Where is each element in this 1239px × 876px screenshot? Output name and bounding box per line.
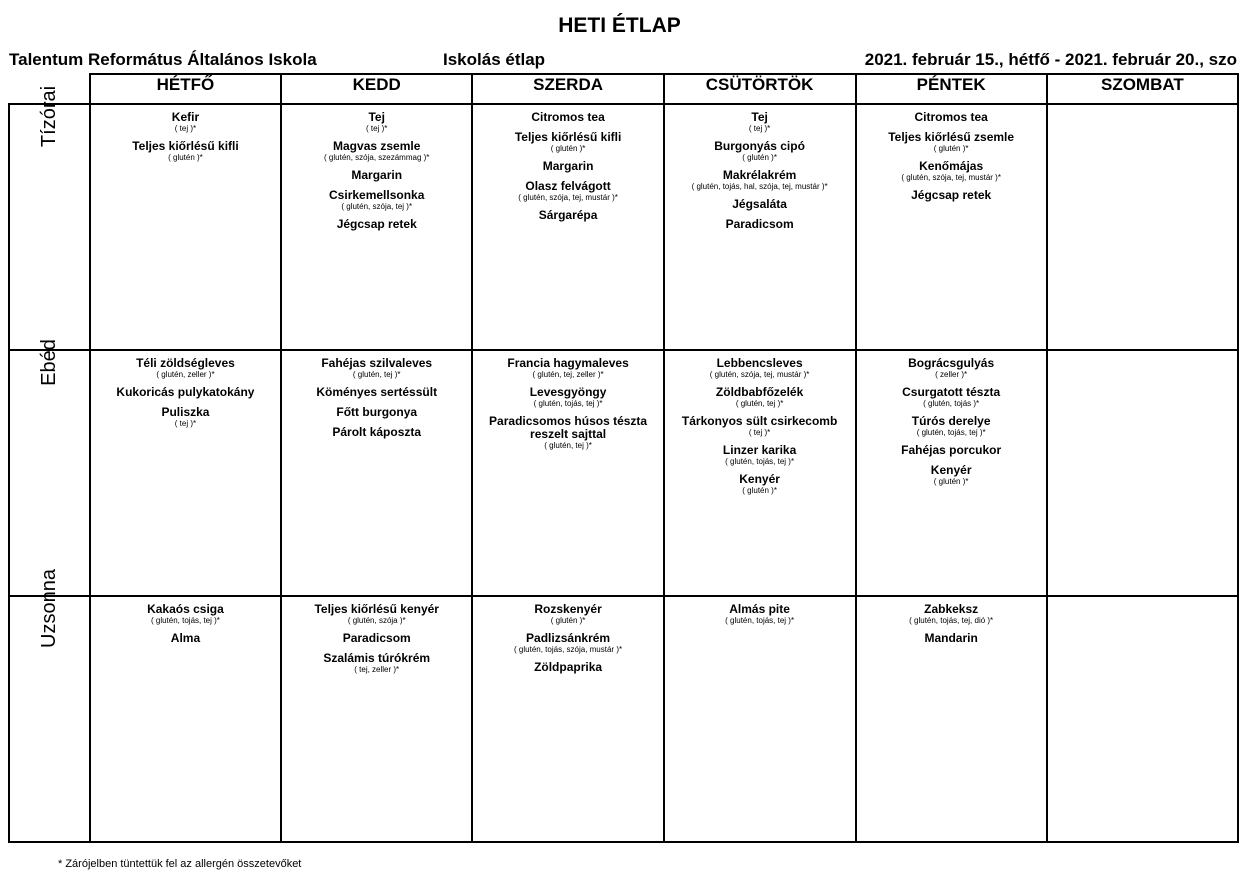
allergen-list: ( glutén, szója, tej, mustár )* — [709, 370, 810, 379]
dish-name: Párolt káposzta — [332, 425, 422, 439]
allergen-list: ( glutén, tojás, hal, szója, tej, mustár )* — [691, 182, 828, 191]
dish-name: Köményes sertéssült — [316, 385, 438, 399]
meal-period-label: Uzsonna — [37, 569, 60, 648]
menu-item — [282, 357, 472, 379]
dish-name: Teljes kiőrlésű kenyér — [314, 602, 439, 616]
dish-name: Olasz felvágott — [525, 179, 611, 193]
menu-item — [857, 111, 1046, 124]
menu-cell — [856, 104, 1047, 350]
dish-name: Főtt burgonya — [336, 405, 418, 419]
menu-item — [282, 603, 472, 625]
dish-name: Linzer karika — [722, 443, 797, 457]
menu-item — [665, 111, 855, 133]
allergen-list: ( glutén )* — [742, 153, 777, 162]
dish-name: Alma — [170, 631, 201, 645]
dish-name: Zöldbabfőzelék — [715, 385, 804, 399]
dish-name: Magvas zsemle — [333, 139, 421, 153]
allergen-list: ( tej )* — [748, 428, 771, 437]
menu-cell — [90, 104, 281, 350]
dish-name: Jégcsap retek — [336, 217, 417, 231]
allergen-list: ( glutén, tojás )* — [923, 399, 980, 408]
dish-name: Makrélakrém — [722, 168, 797, 182]
menu-subtitle: Iskolás étlap — [443, 50, 546, 69]
meal-period-label-cell — [9, 85, 90, 350]
allergen-list: ( glutén, tojás, szója, mustár )* — [514, 645, 623, 654]
menu-item — [473, 111, 662, 124]
day-header: CSÜTÖRTÖK — [664, 74, 856, 104]
menu-item — [91, 386, 280, 399]
menu-item — [665, 218, 855, 231]
allergen-list: ( glutén, tej )* — [352, 370, 401, 379]
menu-cell — [1047, 350, 1238, 596]
menu-item — [282, 189, 472, 211]
menu-cell — [90, 596, 281, 842]
menu-item — [665, 473, 855, 495]
dish-name: Túrós derelye — [911, 414, 991, 428]
menu-item — [282, 218, 472, 231]
dish-name: Margarin — [542, 159, 594, 173]
dish-name: Tej — [368, 110, 385, 124]
allergen-list: ( glutén )* — [933, 477, 969, 486]
dish-name: Paradicsom — [725, 217, 794, 231]
menu-cell — [281, 104, 473, 350]
menu-item — [282, 386, 472, 399]
allergen-list: ( tej )* — [174, 124, 197, 133]
menu-item — [665, 198, 855, 211]
menu-cell — [472, 350, 663, 596]
page-title: HETI ÉTLAP — [558, 14, 681, 37]
allergen-list: ( glutén )* — [168, 153, 203, 162]
dish-name: Mandarin — [924, 631, 978, 645]
weekly-menu-table — [8, 73, 1239, 843]
allergen-list: ( tej )* — [174, 419, 197, 428]
menu-item — [282, 632, 472, 645]
dish-name: Burgonyás cipó — [714, 139, 805, 153]
menu-cell — [856, 350, 1047, 596]
menu-item — [282, 169, 472, 182]
meal-period-label: Ebéd — [37, 339, 60, 386]
menu-item — [665, 603, 855, 625]
allergen-list: ( glutén, szója, tej )* — [341, 202, 413, 211]
menu-item — [473, 160, 662, 173]
menu-item — [857, 131, 1046, 153]
dish-name: Citromos tea — [914, 110, 988, 124]
menu-cell — [856, 596, 1047, 842]
dish-name: Kefir — [171, 110, 200, 124]
dish-name: Kukoricás pulykatokány — [116, 385, 255, 399]
dish-name: Tej — [751, 110, 768, 124]
menu-item — [282, 406, 472, 419]
menu-item — [282, 426, 472, 439]
menu-item — [665, 140, 855, 162]
allergen-list: ( glutén, tej, zeller )* — [532, 370, 604, 379]
dish-name: Kakaós csiga — [147, 602, 224, 616]
dish-name: Szalámis túrókrém — [323, 651, 431, 665]
menu-item — [665, 357, 855, 379]
menu-cell — [281, 350, 473, 596]
dish-name: Kenyér — [930, 463, 972, 477]
menu-item — [473, 357, 662, 379]
dish-name: Fahéjas porcukor — [901, 443, 1002, 457]
menu-item — [857, 357, 1046, 379]
dish-name: Sárgarépa — [538, 208, 598, 222]
allergen-list: ( glutén, szója, tej, mustár )* — [518, 193, 618, 202]
menu-item — [473, 209, 662, 222]
allergen-list: ( zeller )* — [935, 370, 968, 379]
allergen-list: ( glutén, tojás, tej, dió )* — [909, 616, 994, 625]
allergen-list: ( glutén, tej )* — [735, 399, 784, 408]
allergen-list: ( glutén )* — [550, 616, 586, 625]
menu-item — [91, 406, 280, 428]
menu-item — [665, 444, 855, 466]
menu-item — [857, 464, 1046, 486]
menu-cell — [1047, 596, 1238, 842]
dish-name: Jégcsap retek — [911, 188, 992, 202]
menu-item — [665, 169, 855, 191]
dish-name: Bográcsgulyás — [908, 356, 995, 370]
meal-period-row — [9, 596, 1238, 842]
menu-item — [473, 632, 662, 654]
menu-cell — [472, 596, 663, 842]
dish-name: Citromos tea — [531, 110, 605, 124]
menu-item — [91, 632, 280, 645]
menu-cell — [664, 104, 856, 350]
menu-item — [857, 603, 1046, 625]
allergen-list: ( glutén, tojás, tej )* — [725, 457, 795, 466]
allergen-list: ( glutén, zeller )* — [156, 370, 215, 379]
menu-item — [665, 386, 855, 408]
day-header: SZOMBAT — [1047, 74, 1238, 104]
dish-name: Levesgyöngy — [529, 385, 607, 399]
menu-item — [473, 131, 662, 153]
allergen-list: ( glutén )* — [933, 144, 969, 153]
dish-name: Teljes kiőrlésű kifli — [132, 139, 239, 153]
menu-item — [473, 603, 662, 625]
day-header: SZERDA — [472, 74, 663, 104]
dish-name: Csurgatott tészta — [902, 385, 1001, 399]
allergen-list: ( tej )* — [366, 124, 388, 133]
day-header: HÉTFŐ — [90, 74, 281, 104]
allergen-list: ( tej, zeller )* — [354, 665, 400, 674]
allergen-list: ( tej )* — [748, 124, 771, 133]
school-name: Talentum Református Általános Iskola — [9, 50, 317, 69]
dish-name: Paradicsomos húsos tészta reszelt sajttal — [489, 414, 648, 441]
allergen-list: ( glutén, tojás, tej )* — [725, 616, 795, 625]
dish-name: Zabkeksz — [924, 602, 979, 616]
menu-item — [282, 140, 472, 162]
menu-cell — [664, 350, 856, 596]
dish-name: Almás pite — [729, 602, 790, 616]
day-header: PÉNTEK — [856, 74, 1047, 104]
date-range: 2021. február 15., hétfő - 2021. február 20., szo — [864, 50, 1237, 69]
allergen-list: ( glutén, szója, tej, mustár )* — [901, 173, 1001, 182]
dish-name: Fahéjas szilvaleves — [321, 356, 433, 370]
dish-name: Paradicsom — [342, 631, 411, 645]
menu-item — [91, 140, 280, 162]
day-header: KEDD — [281, 74, 473, 104]
menu-item — [857, 189, 1046, 202]
menu-item — [857, 632, 1046, 645]
dish-name: Rozskenyér — [534, 602, 602, 616]
menu-cell — [281, 596, 473, 842]
menu-item — [282, 111, 472, 133]
menu-item — [857, 160, 1046, 182]
meal-period-row — [9, 104, 1238, 350]
dish-name: Tárkonyos sült csirkecomb — [681, 414, 838, 428]
meal-period-label-cell — [9, 569, 90, 842]
allergen-list: ( glutén )* — [742, 486, 777, 495]
allergen-list: ( glutén, tojás, tej )* — [150, 616, 220, 625]
dish-name: Francia hagymaleves — [507, 356, 629, 370]
allergen-footnote: * Zárójelben tüntettük fel az allergén összetevőket — [58, 858, 302, 870]
menu-item — [665, 415, 855, 437]
dish-name: Puliszka — [161, 405, 210, 419]
allergen-list: ( glutén, szója, szezámmag )* — [324, 153, 430, 162]
menu-item — [91, 603, 280, 625]
menu-cell — [90, 350, 281, 596]
menu-item — [91, 111, 280, 133]
meal-period-label-cell — [9, 339, 90, 596]
menu-item — [91, 357, 280, 379]
dish-name: Lebbencsleves — [716, 356, 803, 370]
dish-name: Jégsaláta — [732, 197, 787, 211]
allergen-list: ( glutén, tojás, tej )* — [916, 428, 986, 437]
menu-item — [473, 415, 662, 450]
menu-item — [473, 661, 662, 674]
menu-item — [282, 652, 472, 674]
menu-cell — [664, 596, 856, 842]
allergen-list: ( glutén, tej )* — [544, 441, 592, 450]
menu-cell — [472, 104, 663, 350]
allergen-list: ( glutén, szója )* — [347, 616, 406, 625]
menu-item — [473, 180, 662, 202]
dish-name: Padlizsánkrém — [526, 631, 611, 645]
dish-name: Csirkemellsonka — [329, 188, 425, 202]
meal-period-label: Tízórai — [37, 85, 60, 148]
meal-period-row — [9, 350, 1238, 596]
allergen-list: ( glutén )* — [550, 144, 586, 153]
dish-name: Teljes kiőrlésű kifli — [514, 130, 622, 144]
dish-name: Teljes kiőrlésű zsemle — [888, 130, 1015, 144]
menu-item — [857, 386, 1046, 408]
dish-name: Margarin — [351, 168, 403, 182]
menu-cell — [1047, 104, 1238, 350]
menu-item — [857, 444, 1046, 457]
dish-name: Kenyér — [739, 472, 780, 486]
dish-name: Kenőmájas — [919, 159, 984, 173]
allergen-list: ( glutén, tojás, tej )* — [533, 399, 603, 408]
day-header-row — [9, 74, 1238, 104]
menu-item — [473, 386, 662, 408]
menu-item — [857, 415, 1046, 437]
dish-name: Téli zöldségleves — [136, 356, 235, 370]
dish-name: Zöldpaprika — [534, 660, 603, 674]
